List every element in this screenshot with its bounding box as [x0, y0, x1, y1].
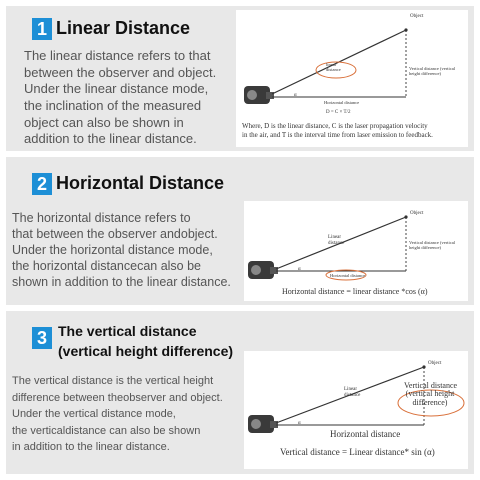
vertical-distance-label: Vertical distance (vertical height difference) [404, 381, 458, 407]
object-label: Object [410, 211, 424, 216]
section-title: Horizontal Distance [56, 173, 225, 193]
section-description: The horizontal distance refers to that between the observer andobject. Under the horizontal distance mode, the horizontal distancecan also be shown in addition to the linear distance. [12, 211, 231, 289]
section-title: Linear Distance [56, 18, 191, 38]
rangefinder-icon [248, 415, 278, 433]
svg-text:α: α [298, 267, 301, 272]
section-linear-distance [6, 6, 474, 151]
vertical-distance-label: Vertical distance (vertical height difference) [409, 66, 455, 76]
object-label: Object [410, 14, 424, 19]
section-number-badge: 2 [32, 173, 52, 195]
horizontal-distance-label: Horizontal distance [330, 273, 366, 278]
svg-text:α: α [298, 421, 301, 426]
section-description: The linear distance refers to that between the observer and object. Under the linear distance mode, the inclination of the measured object can also be shown in addition to the linear distance. [24, 48, 217, 147]
formula: Vertical distance = Linear distance* sin (α) [280, 447, 435, 457]
linear-distance-label: Linear distance [344, 387, 361, 398]
svg-text:α: α [294, 93, 297, 98]
section-title: The vertical distance (vertical height difference) [58, 323, 234, 360]
horizontal-distance-label: Horizontal distance [324, 100, 360, 105]
object-point [404, 28, 407, 31]
section-horizontal-distance [6, 157, 474, 305]
section-vertical-distance [6, 311, 474, 474]
object-label: Object [428, 361, 442, 366]
section-number-badge: 3 [32, 327, 52, 349]
vertical-distance-diagram [244, 351, 468, 469]
rangefinder-icon [248, 261, 278, 279]
section-number-badge: 1 [32, 18, 52, 40]
formula: D = C × T/2 [326, 110, 351, 115]
vertical-distance-label: Vertical distance (vertical height difference) [409, 240, 455, 250]
linear-distance-label: Linear distance [328, 235, 345, 246]
object-point [404, 215, 407, 218]
section-description: The vertical distance is the vertical height difference between theobserver and object. Under the vertical distance mode, the verticaldistance can also be shown in addition to the linear distance. [12, 375, 223, 453]
diagram-caption: Where, D is the linear distance, C is the laser propagation velocity in the air, and T is the interval time from laser emission to feedback. [242, 122, 433, 140]
linear-distance-diagram [236, 10, 468, 147]
horizontal-distance-diagram [244, 201, 468, 301]
linear-distance-label: linear distance [326, 62, 341, 72]
rangefinder-icon [244, 86, 274, 104]
formula: Horizontal distance = linear distance *cos (α) [282, 287, 428, 296]
object-point [422, 365, 425, 368]
horizontal-distance-label: Horizontal distance [330, 429, 401, 439]
